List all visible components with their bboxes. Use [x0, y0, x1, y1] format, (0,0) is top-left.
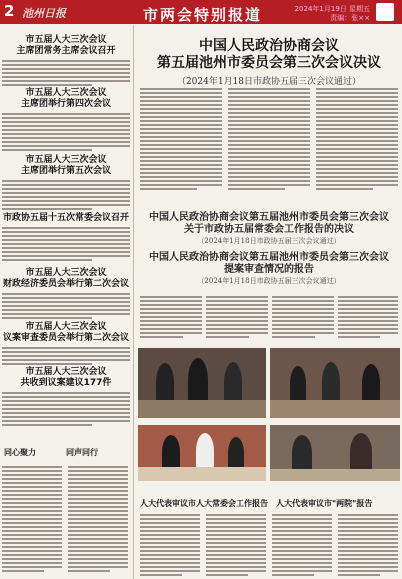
bottom-article-body [140, 512, 268, 578]
section-title: 市两会特别报道 [143, 6, 263, 24]
header-date: 2024年1月19日 星期五 [294, 5, 370, 13]
left-article-title: 市政协五届十五次常委会议召开 [2, 213, 129, 223]
left-article[interactable] [2, 35, 130, 88]
session-photo [270, 348, 400, 418]
left-article-title: 共收到议案建议177件 [20, 378, 112, 388]
left-article[interactable] [2, 155, 130, 212]
session-photo [138, 425, 266, 481]
left-article-title: 市五届人大三次会议 [25, 155, 107, 165]
bottom-left-title: 同心聚力 [4, 447, 36, 457]
main-article-title-line1: 中国人民政治协商会议 [199, 38, 339, 54]
bottom-article-body [272, 512, 400, 578]
left-column [0, 25, 134, 579]
article2-subtitle: （2024年1月18日市政协五届三次会议通过） [197, 237, 341, 245]
main-article-body [140, 86, 398, 206]
left-article[interactable] [2, 88, 130, 153]
qr-code-icon [376, 3, 394, 21]
main-article-title-line2: 第五届池州市委员会第三次会议决议 [157, 55, 381, 71]
session-photo [270, 425, 400, 481]
article3-title-line2: 提案审查情况的报告 [224, 264, 314, 275]
bottom-left-headings [0, 447, 133, 459]
article3-subtitle: （2024年1月18日市政协五届三次会议通过） [197, 277, 341, 285]
page-header [0, 0, 402, 24]
left-article-title: 主席团举行第四次会议 [20, 99, 111, 109]
left-article[interactable] [2, 367, 130, 428]
main-article-subtitle: （2024年1月18日市政协五届三次会议通过） [176, 77, 362, 87]
left-article-body [2, 463, 62, 574]
left-article-title: 主席团常务主席会议召开 [16, 46, 116, 56]
left-article-body [68, 463, 128, 574]
newspaper-logo: 池州日报 [22, 7, 66, 20]
bottom-left-title: 同声同行 [66, 447, 98, 457]
bottom-article-title[interactable]: 人大代表审议市"两院"报告 [276, 498, 373, 508]
left-article-title: 市五届人大三次会议 [25, 35, 107, 45]
left-article-title: 主席团举行第五次会议 [20, 166, 111, 176]
session-photo [138, 348, 266, 418]
left-article-title: 市五届人大三次会议 [25, 268, 107, 278]
left-article[interactable] [2, 268, 130, 321]
article2-title-line2: 关于市政协五届常委会工作报告的决议 [184, 224, 354, 235]
left-article[interactable] [2, 322, 130, 367]
page-number: 2 [4, 2, 15, 20]
header-editor: 责编：张×× [330, 14, 370, 22]
left-article-title: 财政经济委员会举行第二次会议 [2, 279, 129, 289]
left-article[interactable] [2, 213, 130, 263]
article2-heading[interactable] [136, 212, 402, 246]
left-article-title: 市五届人大三次会议 [25, 88, 107, 98]
main-article-heading[interactable] [136, 38, 402, 87]
article3-title-line1: 中国人民政治协商会议第五届池州市委员会第三次会议 [149, 252, 389, 263]
left-article-title: 议案审查委员会举行第二次会议 [2, 333, 129, 343]
article2-title-line1: 中国人民政治协商会议第五届池州市委员会第三次会议 [149, 212, 389, 223]
bottom-article-title[interactable]: 人大代表审议市人大常委会工作报告 [140, 498, 268, 508]
left-article-title: 市五届人大三次会议 [25, 367, 107, 377]
article3-body [140, 294, 398, 346]
left-article-title: 市五届人大三次会议 [25, 322, 107, 332]
article3-heading[interactable] [136, 252, 402, 286]
